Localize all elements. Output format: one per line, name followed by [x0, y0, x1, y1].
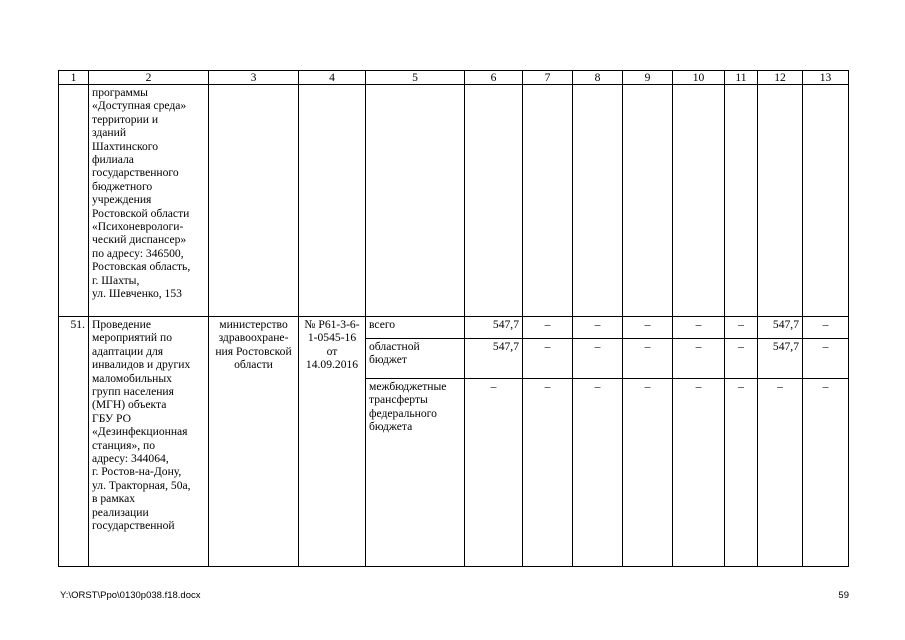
budget-table [58, 70, 849, 567]
col-header: 1 [59, 71, 89, 85]
value-cell: – [725, 379, 758, 567]
document-number-cell: № Р61-3-6- 1-0545-16 от 14.09.2016 [299, 317, 366, 567]
cell-empty [673, 85, 725, 317]
cell-empty [366, 85, 465, 317]
col-header: 10 [673, 71, 725, 85]
cell-empty [758, 85, 803, 317]
col-header: 8 [573, 71, 623, 85]
col-header: 6 [465, 71, 523, 85]
value-cell: 547,7 [758, 317, 803, 339]
cell-empty [523, 85, 573, 317]
file-path-footer: Y:\ORST\Ppo\0130p038.f18.docx [60, 590, 201, 601]
cell-empty [209, 85, 299, 317]
value-cell: – [673, 317, 725, 339]
value-cell: – [523, 339, 573, 379]
object-description-cell: программы «Доступная среда» территории и зданий Шахтинского филиала государственного бюджетного учреждения Ростовской области «Психоневрологи- ческий диспансер» по адресу: 346500, Ростовская область, г. Шахты, ул. Шевченко, 153 [89, 85, 209, 317]
col-header: 2 [89, 71, 209, 85]
value-cell: 547,7 [758, 339, 803, 379]
value-cell: – [725, 339, 758, 379]
ministry-cell: министерство здравоохране- ния Ростовской области [209, 317, 299, 567]
col-header: 5 [366, 71, 465, 85]
cell-empty [465, 85, 523, 317]
cell-empty [59, 85, 89, 317]
table-row-continued [59, 85, 849, 317]
value-cell: – [523, 379, 573, 567]
cell-empty [725, 85, 758, 317]
value-cell: 547,7 [465, 317, 523, 339]
cell-empty [623, 85, 673, 317]
value-cell: – [623, 317, 673, 339]
value-cell: – [673, 379, 725, 567]
page-number: 59 [838, 590, 849, 601]
col-header: 7 [523, 71, 573, 85]
object-description-cell: Проведение мероприятий по адаптации для инвалидов и других маломобильных групп населения (МГН) объекта ГБУ РО «Дезинфекционная станция», по адресу: 344064, г. Ростов-на-Дону, ул. Тракторная, 50а, в рамках реализации государственной [89, 317, 209, 567]
value-cell: 547,7 [465, 339, 523, 379]
funding-source-cell: межбюджетные трансферты федерального бюджета [366, 379, 465, 567]
col-header: 3 [209, 71, 299, 85]
cell-empty [803, 85, 849, 317]
col-header: 11 [725, 71, 758, 85]
value-cell: – [623, 379, 673, 567]
value-cell: – [465, 379, 523, 567]
value-cell: – [758, 379, 803, 567]
value-cell: – [725, 317, 758, 339]
cell-empty [299, 85, 366, 317]
table-row-51-total [59, 317, 849, 339]
col-header: 12 [758, 71, 803, 85]
value-cell: – [803, 339, 849, 379]
value-cell: – [673, 339, 725, 379]
col-header: 9 [623, 71, 673, 85]
col-header: 13 [803, 71, 849, 85]
value-cell: – [623, 339, 673, 379]
value-cell: – [573, 317, 623, 339]
value-cell: – [803, 317, 849, 339]
cell-empty [573, 85, 623, 317]
value-cell: – [523, 317, 573, 339]
value-cell: – [573, 339, 623, 379]
value-cell: – [573, 379, 623, 567]
value-cell: – [803, 379, 849, 567]
col-header: 4 [299, 71, 366, 85]
funding-source-cell: областной бюджет [366, 339, 465, 379]
funding-source-cell: всего [366, 317, 465, 339]
column-number-row [59, 71, 849, 85]
row-number-cell: 51. [59, 317, 89, 567]
